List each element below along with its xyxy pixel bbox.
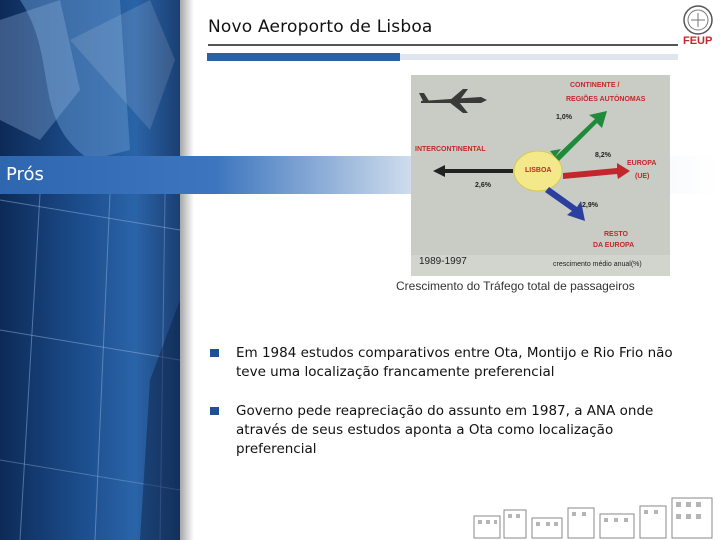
feup-logo-text: FEUP bbox=[683, 35, 713, 47]
slide-title: Novo Aeroporto de Lisboa bbox=[208, 17, 433, 37]
figure-caption: Crescimento do Tráfego total de passageiros bbox=[396, 279, 635, 293]
bullet-text: Governo pede reapreciação do assunto em 1987, a ANA onde através de seus estudos aponta a Ota como localização preferencial bbox=[236, 403, 654, 457]
label-ue: (UE) bbox=[635, 173, 650, 180]
arrow-intercontinental-icon bbox=[433, 165, 513, 177]
title-accent-bar-light bbox=[400, 54, 678, 60]
label-pct-intercontinental: 2,6% bbox=[475, 182, 491, 189]
square-bullet-icon bbox=[210, 407, 219, 415]
bullet-item bbox=[208, 344, 693, 382]
label-europa: EUROPA bbox=[627, 160, 657, 167]
bullet-text: Em 1984 estudos comparativos entre Ota, Montijo e Rio Frio não teve uma localização francamente preferencial bbox=[236, 345, 673, 380]
section-title: Prós bbox=[6, 164, 44, 185]
buildings-illustration bbox=[470, 490, 720, 540]
label-lisboa: LISBOA bbox=[525, 167, 552, 174]
traffic-growth-figure bbox=[411, 75, 670, 276]
square-bullet-icon bbox=[210, 349, 219, 357]
label-regioes-autonomas: REGIÕES AUTÓNOMAS bbox=[566, 96, 646, 103]
title-underline bbox=[208, 44, 678, 46]
label-growth-note: crescimento médio anual(%) bbox=[553, 261, 642, 268]
label-intercontinental: INTERCONTINENTAL bbox=[415, 146, 486, 153]
bullet-item bbox=[208, 402, 693, 459]
label-pct-resto: 2,9% bbox=[582, 202, 598, 209]
arrow-resto-europa-icon bbox=[545, 187, 585, 221]
airplane-icon bbox=[419, 89, 487, 113]
label-pct-europa: 8,2% bbox=[595, 152, 611, 159]
label-da-europa: DA EUROPA bbox=[593, 242, 635, 249]
label-period: 1989-1997 bbox=[419, 256, 467, 267]
side-panel-shadow bbox=[180, 0, 194, 540]
bullet-list bbox=[208, 344, 693, 479]
gear-pattern-graphic bbox=[0, 0, 180, 540]
label-pct-continente: 1,0% bbox=[556, 114, 572, 121]
title-accent-bar bbox=[207, 53, 400, 61]
arrow-europa-icon bbox=[563, 163, 630, 179]
label-continente: CONTINENTE / bbox=[570, 82, 620, 89]
decorative-side-panel bbox=[0, 0, 180, 540]
label-resto: RESTO bbox=[604, 231, 628, 238]
